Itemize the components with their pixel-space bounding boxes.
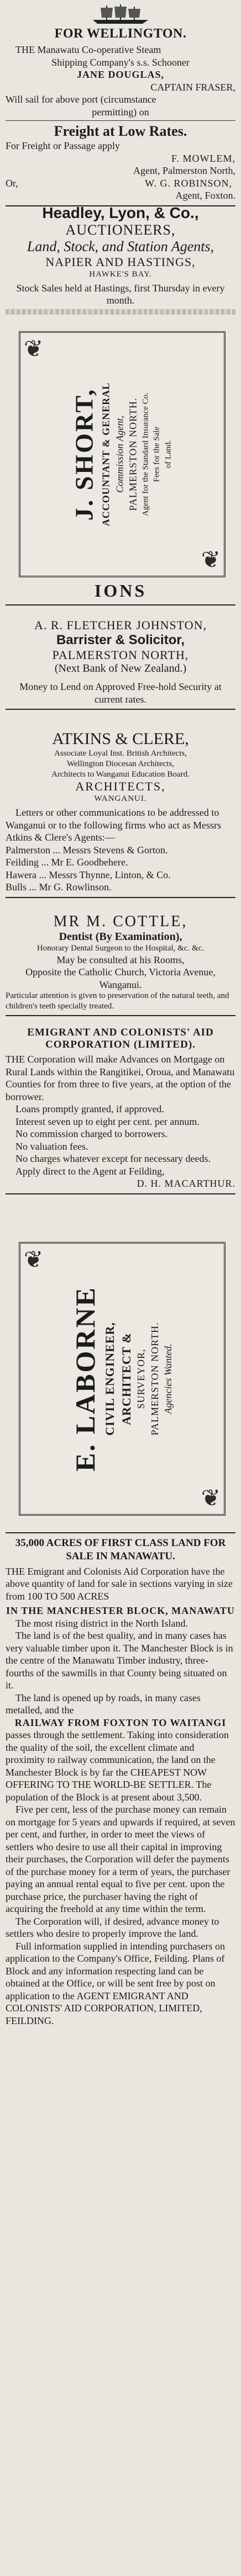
firm-places: NAPIER AND HASTINGS, xyxy=(45,255,196,269)
para: No commission charged to borrowers. xyxy=(15,1128,168,1139)
box1-line: ACCOUNTANT & GENERAL xyxy=(100,382,112,527)
agent-place: Agent, Palmerston North, xyxy=(133,165,235,176)
line: Honorary Dental Surgeon to the Hospital, &c. &c. xyxy=(36,944,205,953)
agent-place: Agent, Foxton. xyxy=(175,190,235,201)
box1-line: Agent for the Standard Insurance Co. xyxy=(141,392,150,517)
box2-line: Agencies Wanted. xyxy=(162,1343,174,1414)
lawyer-title: Barrister & Solicitor, xyxy=(56,633,185,647)
ship-icon xyxy=(87,3,154,25)
para: The most rising district in the North Island. xyxy=(15,1617,188,1629)
line: Opposite the Catholic Church, Victoria Avenue, Wanganui. xyxy=(25,966,216,990)
line: permitting) on xyxy=(92,106,149,118)
para: No charges whatever except for necessary deeds. xyxy=(15,1153,211,1164)
para: THE Emigrant and Colonists Aid Corporation have the above quantity of land for sale in sections varying in size from 100 TO 500 ACRES xyxy=(6,1565,233,1602)
partial-text: IONS xyxy=(94,581,147,601)
dentist-title: Dentist (By Examination), xyxy=(59,931,182,943)
fletcher-ad xyxy=(6,618,235,713)
agent-line: Palmerston ... Messrs Stevens & Gorton. xyxy=(6,844,168,856)
box2-name: E. LABORNE xyxy=(69,1286,101,1472)
line: Wellington Diocesan Architects, xyxy=(66,759,175,768)
agent-name: W. G. ROBINSON, xyxy=(145,177,232,189)
signature: D. H. MACARTHUR. xyxy=(137,1178,235,1189)
cottle-ad xyxy=(6,913,235,1019)
emigrant-heading: EMIGRANT AND COLONISTS' AID CORPORATION (LIMITED). xyxy=(27,1027,214,1050)
para-heading: IN THE MANCHESTER BLOCK, MANAWATU xyxy=(6,1605,235,1616)
para: The Corporation will, if desired, advance money to settlers who desire to properly improve the land. xyxy=(6,1915,219,1939)
para: Five per cent, less of the purchase money can remain on mortgage for 5 years and upwards if required, at seven per cent, and further, in order to meet the views of settlers who desire to use all their capital in improving their purchases, the Corporation will defer the payments of the purchase money for a term of years, the purchaser paying an annual rental equal to five per cent. upon the purchase price, the purchaser having the right of acquiring the freehold at any time within the term. xyxy=(6,1804,235,1914)
para: THE Corporation will make Advances on Mortgage on Rural Lands within the Rangitikei, Oroua, and Manawatu Counties for from three to five years, at the option of the borrower. xyxy=(6,1054,235,1102)
freight-heading: Freight at Low Rates. xyxy=(54,123,187,139)
box2-line: PALMERSTON NORTH. xyxy=(149,1322,160,1436)
firm-subtitle: Land, Stock, and Station Agents, xyxy=(27,238,214,254)
para: Full information supplied in intending purchasers on application to the Company's Office, Feilding. Plans of Block and any information respecting land can be obtained at the Office, or will be sent free by post on application to the AGENT EMIGRANT AND COLONISTS' AID CORPORATION, LIMITED, FEILDING. xyxy=(6,1940,225,2026)
para: Interest seven up to eight per cent. per annum. xyxy=(15,1116,200,1127)
para-heading: RAILWAY FROM FOXTON TO WAITANGI xyxy=(14,1717,227,1728)
acres-heading: 35,000 ACRES OF FIRST CLASS LAND FOR SALE IN MANAWATU. xyxy=(15,1537,226,1562)
line: Shipping Company's s.s. Schooner xyxy=(51,56,190,68)
line: Associate Loyal Inst. British Architects, xyxy=(54,749,187,758)
line: May be consulted at his Rooms, xyxy=(56,954,185,965)
para: Apply direct to the Agent at Feilding, xyxy=(15,1165,165,1177)
architects-name: ATKINS & CLERE, xyxy=(52,730,189,748)
para: No valuation fees. xyxy=(15,1140,88,1152)
line: Architects to Wanganui Education Board. xyxy=(51,769,190,779)
wellington-heading: FOR WELLINGTON. xyxy=(54,26,187,41)
line: Particular attention is given to preservation of the natural teeth, and children's teeth specially treated. xyxy=(6,991,229,1011)
ship-name: JANE DOUGLAS, xyxy=(76,69,165,80)
para: passes through the settlement. Taking into consideration the quality of the soil, the excellent climate and proximity to railway communication, the land on the Manchester Block is by far the CHEAPEST NOW OFFERING TO THE WORLD-BE SETTLER. The population of the Block is at present about 3,500. xyxy=(6,1729,229,1803)
box1-line: of Land. xyxy=(164,440,173,469)
acres-ad xyxy=(6,1529,235,2027)
atkins-ad xyxy=(6,730,235,901)
line: THE Manawatu Co-operative Steam xyxy=(15,44,161,55)
firm-name: Headley, Lyon, & Co., xyxy=(42,204,199,221)
or-label: Or, xyxy=(6,177,18,189)
line: Will sail for above port (circumstance xyxy=(6,94,156,105)
lawyer-money: Money to Lend on Approved Free-hold Security at current rates. xyxy=(19,681,222,705)
box1-line: PALMERSTON NORTH. xyxy=(127,397,139,511)
wellington-ad xyxy=(6,2,235,210)
box1-line: Fees for the Sale xyxy=(152,426,161,482)
lawyer-name: A. R. FLETCHER JOHNSTON, xyxy=(34,618,207,632)
partial-ad xyxy=(6,581,235,609)
firm-title: AUCTIONEERS, xyxy=(65,222,176,238)
lawyer-place: PALMERSTON NORTH, xyxy=(52,648,189,662)
box2-line: SURVEYOR, xyxy=(135,1348,146,1409)
laborne-ad-box: ❦ ❦ E. LABORNE CIVIL ENGINEER, ARCHITECT & SURVEYOR, PALMERSTON NORTH. Agencies Wanted. xyxy=(19,1242,226,1516)
firm-bay: HAWKE'S BAY. xyxy=(89,270,152,279)
short-ad-box: ❦ ❦ J. SHORT, ACCOUNTANT & GENERAL Commission Agent, PALMERSTON NORTH. Agent for the Standard Insurance Co. Fees for the Sale of Land. xyxy=(19,331,226,577)
agent-line: Bulls ... Mr G. Rowlinson. xyxy=(6,881,112,893)
firm-sales: Stock Sales held at Hastings, first Thursday in every month. xyxy=(16,282,225,306)
para: Loans promptly granted, if approved. xyxy=(15,1103,164,1114)
agent-line: Feilding ... Mr E. Goodbehere. xyxy=(6,857,128,868)
emigrant-ad xyxy=(6,1027,235,1198)
headley-ad xyxy=(6,204,235,317)
architects-title: ARCHITECTS, xyxy=(75,779,166,794)
line: For Freight or Passage apply xyxy=(6,140,120,151)
architects-place: WANGANUI. xyxy=(94,794,147,804)
box2-line: ARCHITECT & xyxy=(119,1332,133,1425)
para: The land is opened up by roads, in many cases metalled, and the xyxy=(6,1692,201,1715)
box2-line: CIVIL ENGINEER, xyxy=(102,1322,117,1436)
lawyer-location: (Next Bank of New Zealand.) xyxy=(54,662,187,674)
box1-name: J. SHORT, xyxy=(70,387,98,521)
agent-name: F. MOWLEM, xyxy=(171,152,235,164)
captain: CAPTAIN FRASER, xyxy=(150,81,235,93)
dentist-name: MR M. COTTLE, xyxy=(53,913,188,930)
architects-body: Letters or other communications to be addressed to Wanganui or to the following firms who act as Messrs Atkins & Clere's Agents:— xyxy=(6,807,221,843)
agent-line: Hawera ... Messrs Thynne, Linton, & Co. xyxy=(6,869,171,880)
para: The land is of the best quality, and in many cases has very valuable timber upon it. The Manchester Block is in the centre of the Manawatu Timber industry, three-fourths of the sawmills in that County being situated on it. xyxy=(6,1630,233,1691)
box1-line: Commission Agent, xyxy=(114,416,125,493)
